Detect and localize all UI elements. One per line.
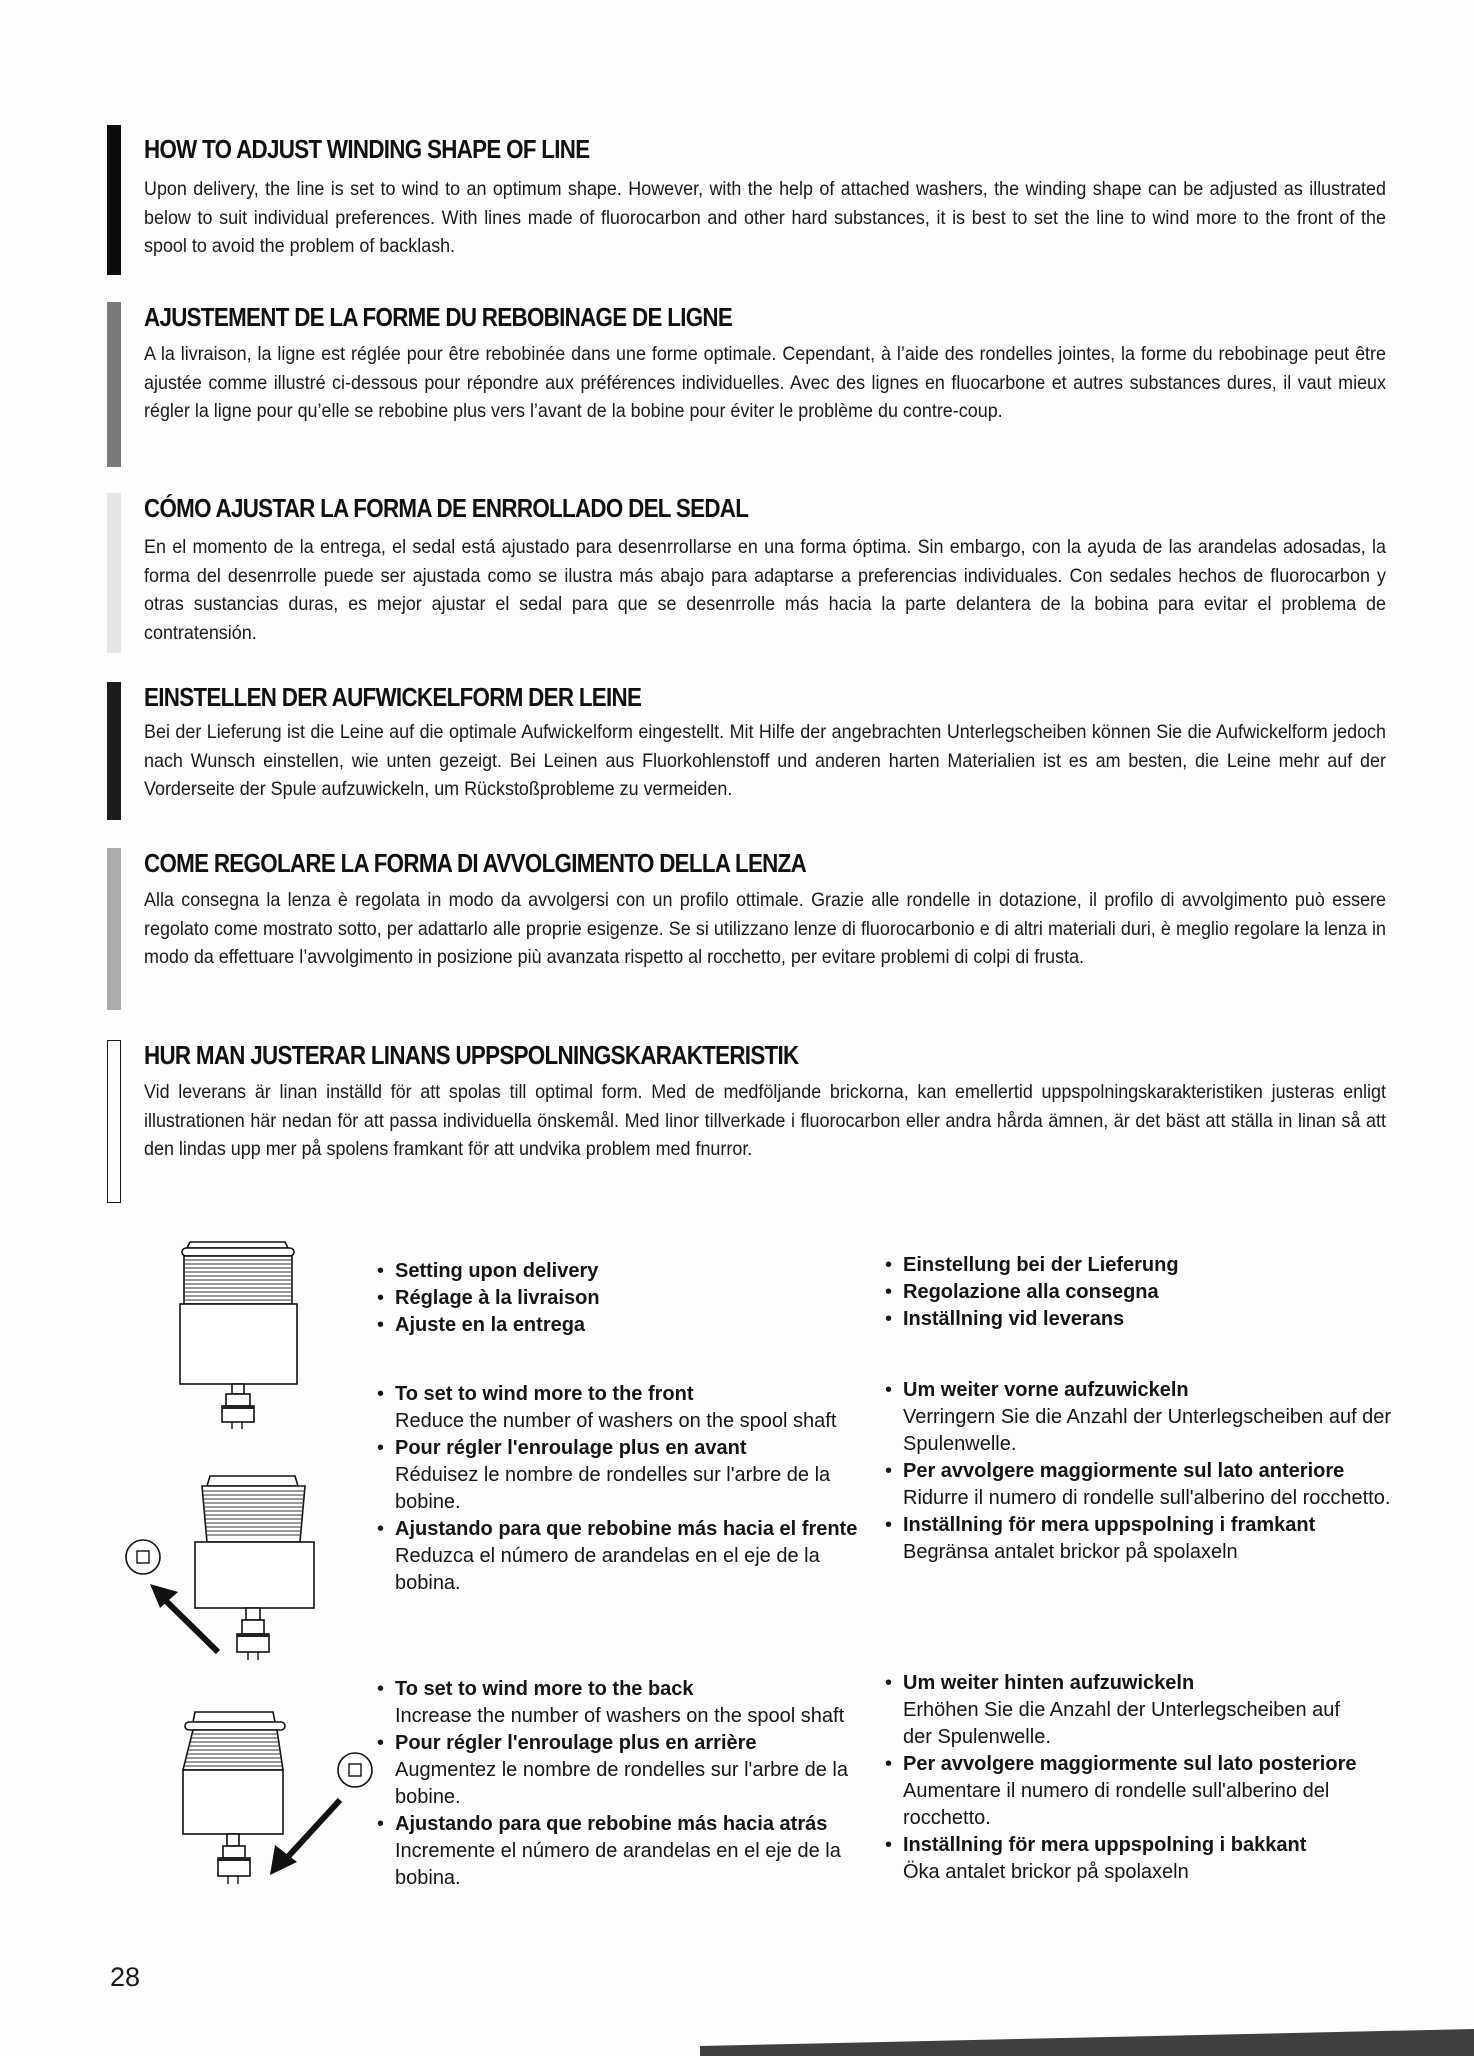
bullet-item: • Einstellung bei der Lieferung: [883, 1252, 1403, 1279]
language-bar-sv: [107, 1040, 121, 1203]
setting-delivery-right: [883, 1252, 1403, 1333]
section-it: [107, 848, 1386, 1010]
section-body-de: Bei der Lieferung ist die Leine auf die optimale Aufwickelform eingestellt. Mit Hilfe der angebrachten Unterlegscheiben können Sie die Aufwickelform jedoch nach Wunsch einstellen, wie unten gezeigt. Bei Leinen aus Fluorkohlenstoff und anderen harten Materialien ist es am besten, die Leine mehr auf der Vorderseite der Spule aufzuwickeln, um Rückstoßprobleme zu vermeiden.: [144, 721, 1386, 800]
section-heading-it: COME REGOLARE LA FORMA DI AVVOLGIMENTO DELLA LENZA: [144, 848, 807, 878]
page-number: 28: [110, 1962, 141, 1992]
language-bar-it: [107, 848, 121, 1010]
bullet-item: • Regolazione alla consegna: [883, 1279, 1403, 1306]
section-heading-en: HOW TO ADJUST WINDING SHAPE OF LINE: [144, 134, 590, 164]
washer-icon: [338, 1753, 372, 1787]
bullet-item: • Inställning för mera uppspolning i bakkant Öka antalet brickor på spolaxeln: [883, 1832, 1373, 1886]
setting-back-right: [883, 1670, 1373, 1886]
bullet-item: • Ajustando para que rebobine más hacia el frente Reduzca el número de arandelas en el eje de la bobina.: [375, 1516, 875, 1597]
section-en: [107, 125, 1386, 275]
bullet-item: • Ajuste en la entrega: [375, 1312, 895, 1339]
spool-front-illustration: [110, 1460, 340, 1670]
bullet-item: • Pour régler l'enroulage plus en avant Réduisez le nombre de rondelles sur l'arbre de la bobine.: [375, 1435, 875, 1516]
bullet-item: • To set to wind more to the front Reduce the number of washers on the spool shaft: [375, 1381, 875, 1435]
bullet-item: • Ajustando para que rebobine más hacia atrás Incremente el número de arandelas en el eje de la bobina.: [375, 1811, 875, 1892]
scan-edge-shadow: [0, 1986, 1474, 2056]
section-de: [107, 682, 1386, 820]
bullet-item: • Per avvolgere maggiormente sul lato posteriore Aumentare il numero di rondelle sull'alberino del rocchetto.: [883, 1751, 1373, 1832]
bullet-item: • Inställning för mera uppspolning i framkant Begränsa antalet brickor på spolaxeln: [883, 1512, 1393, 1566]
section-fr: [107, 302, 1386, 467]
bullet-item: • Um weiter hinten aufzuwickeln Erhöhen Sie die Anzahl der Unterlegscheiben auf der Spulenwelle.: [883, 1670, 1373, 1751]
setting-front-left: [375, 1381, 875, 1597]
section-body-es: En el momento de la entrega, el sedal está ajustado para desenrrollarse en una forma óptima. Sin embargo, con la ayuda de las arandelas adosadas, la forma del desenrrolle puede ser ajustada como se ilustra más abajo para adaptarse a preferencias individuales. Con sedales hechos de fluorocarbon y otras sustancias duras, es mejor ajustar el sedal para que se desenrrolle más hacia la parte delantera de la bobina para evitar el problema de contratensión.: [144, 536, 1386, 644]
setting-back-left: [375, 1676, 875, 1892]
section-body-it: Alla consegna la lenza è regolata in modo da avvolgersi con un profilo ottimale. Grazie alle rondelle in dotazione, il profilo di avvolgimento può essere regolato come mostrato sotto, per adattarlo alle proprie esigenze. Se si utilizzano lenze di fluorocarbonio e di altri materiali duri, è meglio regolare la lenza in modo da effettuare l’avvolgimento in posizione più avanzata rispetto al rocchetto, per evitare problemi di colpi di frusta.: [144, 889, 1386, 968]
section-heading-de: EINSTELLEN DER AUFWICKELFORM DER LEINE: [144, 682, 642, 712]
section-heading-sv: HUR MAN JUSTERAR LINANS UPPSPOLNINGSKARAKTERISTIK: [144, 1040, 799, 1070]
language-bar-en: [107, 125, 121, 275]
section-es: [107, 493, 1386, 653]
language-bar-fr: [107, 302, 121, 467]
language-bar-es: [107, 493, 121, 653]
bullet-item: • To set to wind more to the back Increase the number of washers on the spool shaft: [375, 1676, 875, 1730]
spool-icon: [170, 1236, 310, 1431]
section-heading-fr: AJUSTEMENT DE LA FORME DU REBOBINAGE DE LIGNE: [144, 302, 733, 332]
section-body-sv: Vid leverans är linan inställd för att spolas till optimal form. Med de medföljande brickorna, kan emellertid uppspolningskarakteristiken justeras enligt illustrationen här nedan för att passa individuella önskemål. Med linor tillverkade i fluorocarbon eller andra hårda ämnen, är det bäst att ställa in linan så att den lindas upp mer på spolens framkant för att undvika problem med fnurror.: [144, 1081, 1386, 1160]
section-heading-es: CÓMO AJUSTAR LA FORMA DE ENRROLLADO DEL SEDAL: [144, 493, 749, 523]
language-bar-de: [107, 682, 121, 820]
bullet-item: • Pour régler l'enroulage plus en arrière Augmentez le nombre de rondelles sur l'arbre de la bobine.: [375, 1730, 875, 1811]
section-body-fr: A la livraison, la ligne est réglée pour être rebobinée dans une forme optimale. Cependant, à l’aide des rondelles jointes, la forme du rebobinage peut être ajustée comme illustré ci-dessous pour répondre aux préférences individuelles. Avec des lignes en fluocarbone et autres substances dures, il vaut mieux régler la ligne pour qu’elle se rebobine plus vers l’avant de la bobine pour éviter le problème du contre-coup.: [144, 343, 1386, 422]
setting-front-right: [883, 1377, 1393, 1566]
section-body-en: Upon delivery, the line is set to wind to an optimum shape. However, with the help of attached washers, the winding shape can be adjusted as illustrated below to suit individual preferences. With lines made of fluorocarbon and other hard substances, it is best to set the line to wind more to the front of the spool to avoid the problem of backlash.: [144, 178, 1386, 257]
bullet-item: • Um weiter vorne aufzuwickeln Verringern Sie die Anzahl der Unterlegscheiben auf der Spulenwelle.: [883, 1377, 1393, 1458]
bullet-item: • Inställning vid leverans: [883, 1306, 1403, 1333]
bullet-item: • Setting upon delivery: [375, 1258, 895, 1285]
bullet-item: • Per avvolgere maggiormente sul lato anteriore Ridurre il numero di rondelle sull'alberino del rocchetto.: [883, 1458, 1393, 1512]
section-sv: [107, 1040, 1386, 1203]
washer-icon: [126, 1540, 160, 1574]
spool-back-illustration: [175, 1710, 405, 1920]
setting-delivery-left: [375, 1258, 895, 1339]
bullet-item: • Réglage à la livraison: [375, 1285, 895, 1312]
